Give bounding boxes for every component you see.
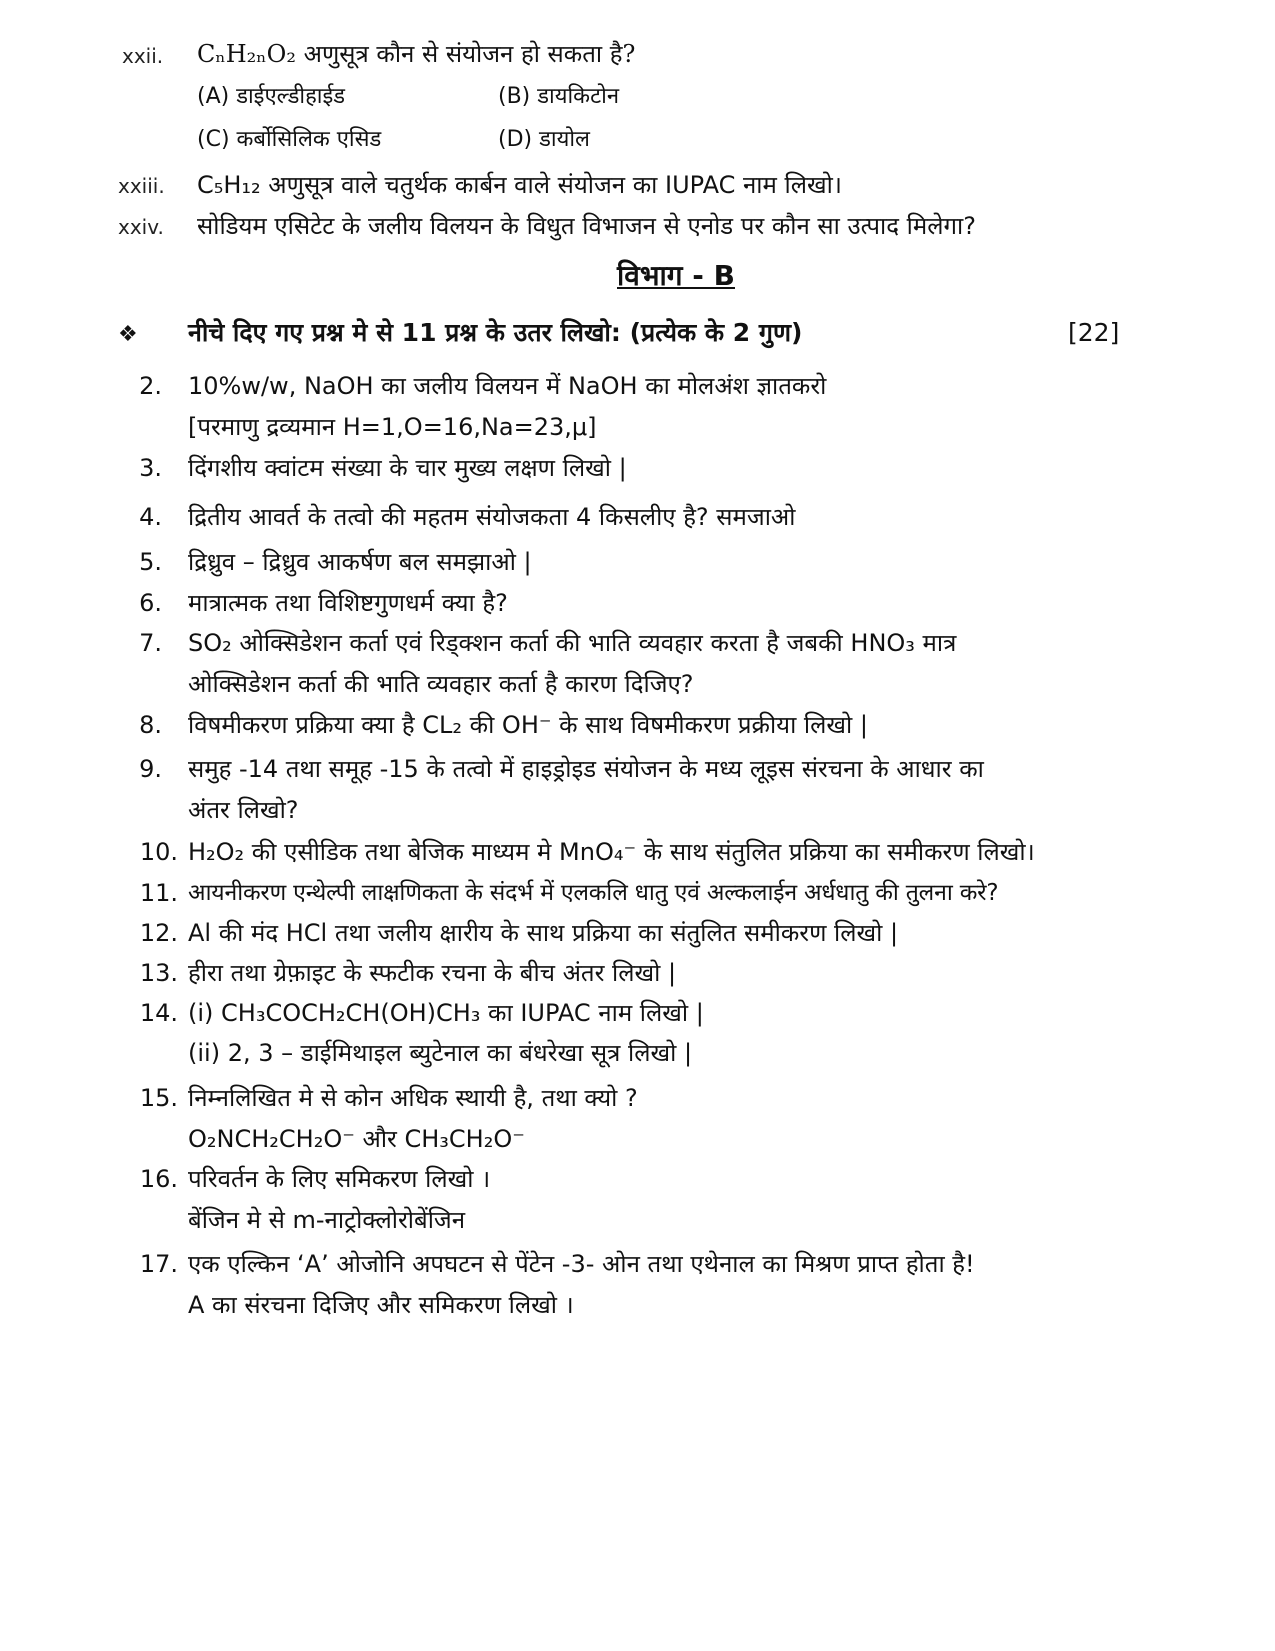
question-number: 6. [139, 589, 162, 617]
question-line: मात्रात्मक तथा विशिष्टगुणधर्म क्या है? [188, 589, 508, 617]
question-line: (i) CH₃COCH₂CH(OH)CH₃ का IUPAC नाम लिखो | [188, 999, 704, 1027]
question-line: A का संरचना दिजिए और समिकरण लिखो । [188, 1291, 574, 1319]
section-marks: [22] [1068, 318, 1120, 347]
question-number: 8. [139, 711, 162, 739]
question-line: (ii) 2, 3 – डाईमिथाइल ब्युटेनाल का बंधरेखा सूत्र लिखो | [188, 1039, 693, 1067]
question-number: 13. [139, 959, 178, 987]
question-line: Al की मंद HCl तथा जलीय क्षारीय के साथ प्रक्रिया का संतुलित समीकरण लिखो | [188, 919, 899, 947]
question-text: C₅H₁₂ अणुसूत्र वाले चतुर्थक कार्बन वाले संयोजन का IUPAC नाम लिखो। [197, 171, 842, 199]
question-label: xxiv. [118, 215, 164, 239]
question-line: परिवर्तन के लिए समिकरण लिखो । [188, 1165, 491, 1193]
question-text: CₙH₂ₙO₂ अणुसूत्र कौन से संयोजन हो सकता है? [197, 40, 636, 68]
question-number: 7. [139, 629, 162, 657]
question-line: द्रितीय आवर्त के तत्वो की महतम संयोजकता 4 किसलीए है? समजाओ [188, 503, 796, 531]
question-label: xxiii. [118, 174, 165, 198]
option-b: (B) डायकिटोन [498, 84, 620, 109]
question-line: हीरा तथा ग्रेफ़ाइट के स्फटीक रचना के बीच अंतर लिखो | [188, 959, 677, 987]
question-number: 11. [139, 879, 178, 907]
question-line: समुह -14 तथा समूह -15 के तत्वो में हाइड्रोइड संयोजन के मध्य लूइस संरचना के आधार का [188, 755, 984, 783]
question-label: xxii. [122, 44, 164, 68]
question-number: 5. [139, 548, 162, 576]
question-number: 15. [139, 1084, 178, 1112]
question-number: 4. [139, 503, 162, 531]
question-line: आयनीकरण एन्थेल्पी लाक्षणिकता के संदर्भ में एलकलि धातु एवं अल्कलाईन अर्धधातु की तुलना करे? [188, 880, 999, 906]
question-line: विषमीकरण प्रक्रिया क्या है CL₂ की OH⁻ के साथ विषमीकरण प्रक्रीया लिखो | [188, 711, 868, 739]
section-instruction: नीचे दिए गए प्रश्न मे से 11 प्रश्न के उतर लिखो: (प्रत्येक के 2 गुण) [188, 318, 803, 347]
question-line: SO₂ ओक्सिडेशन कर्ता एवं रिड्क्शन कर्ता की भाति व्यवहार करता है जबकी HNO₃ मात्र [188, 629, 957, 657]
question-number: 10. [139, 838, 178, 866]
question-line: अंतर लिखो? [188, 796, 299, 824]
question-number: 17. [139, 1250, 178, 1278]
question-line: ओक्सिडेशन कर्ता की भाति व्यवहार कर्ता है कारण दिजिए? [188, 670, 694, 698]
option-a: (A) डाईएल्डीहाईड [197, 84, 346, 109]
question-line: O₂NCH₂CH₂O⁻ और CH₃CH₂O⁻ [188, 1125, 525, 1153]
question-number: 9. [139, 755, 162, 783]
option-d: (D) डायोल [498, 127, 590, 152]
option-c: (C) कर्बोसिलिक एसिड [197, 127, 382, 152]
question-number: 3. [139, 454, 162, 482]
question-number: 16. [139, 1165, 178, 1193]
question-line: 10%w/w, NaOH का जलीय विलयन में NaOH का मोलअंश ज्ञातकरो [188, 372, 827, 400]
question-text: सोडियम एसिटेट के जलीय विलयन के विधुत विभाजन से एनोड पर कौन सा उत्पाद मिलेगा? [197, 212, 976, 240]
question-number: 2. [139, 372, 162, 400]
section-heading: विभाग - B [617, 259, 735, 292]
question-line: निम्नलिखित मे से कोन अधिक स्थायी है, तथा क्यो ? [188, 1084, 638, 1112]
question-line: बेंजिन मे से m-नाट्रोक्लोरोबेंजिन [188, 1206, 466, 1234]
question-line: द्रिध्रुव – द्रिध्रुव आकर्षण बल समझाओ | [188, 548, 532, 576]
question-line: दिंगशीय क्वांटम संख्या के चार मुख्य लक्षण लिखो | [188, 454, 627, 482]
question-line: [परमाणु द्रव्यमान H=1,O=16,Na=23,μ] [188, 413, 597, 441]
question-number: 12. [139, 919, 178, 947]
diamond-bullet-icon: ❖ [118, 322, 138, 347]
question-line: एक एल्किन ‘A’ ओजोनि अपघटन से पेंटेन -3- ओन तथा एथेनाल का मिश्रण प्राप्त होता है! [188, 1250, 975, 1278]
question-number: 14. [139, 999, 178, 1027]
question-line: H₂O₂ की एसीडिक तथा बेजिक माध्यम मे MnO₄⁻ के साथ संतुलित प्रक्रिया का समीकरण लिखो। [188, 838, 1035, 866]
